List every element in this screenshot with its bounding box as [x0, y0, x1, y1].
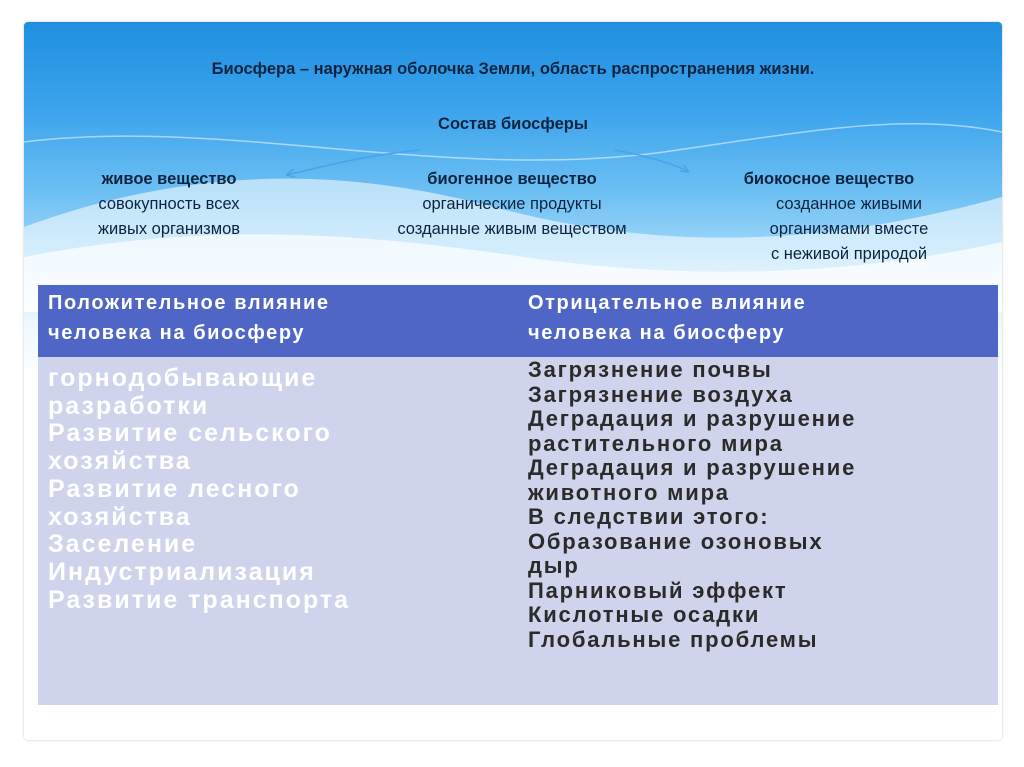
list-item: Парниковый эффект	[528, 577, 788, 603]
positive-list	[48, 365, 350, 614]
column-line: органические продукты	[422, 195, 602, 213]
list-item: животного мира	[528, 479, 730, 505]
list-item: хозяйства	[48, 502, 192, 531]
list-item: Образование озоновых	[528, 528, 824, 554]
list-item: растительного мира	[528, 430, 784, 456]
list-item: Развитие транспорта	[48, 585, 351, 614]
negative-list	[528, 358, 856, 652]
slide-subtitle: Состав биосферы	[438, 115, 588, 133]
column-line: организмами вместе	[769, 220, 929, 238]
column-head: живое вещество	[101, 170, 237, 188]
table-body	[38, 357, 998, 705]
list-item: Загрязнение воздуха	[528, 381, 794, 407]
list-item: разработки	[48, 391, 210, 420]
list-item: Глобальные проблемы	[528, 626, 819, 652]
slide-title: Биосфера – наружная оболочка Земли, область распространения жизни.	[211, 60, 815, 78]
column-head: биокосное вещество	[743, 170, 915, 188]
list-item: Загрязнение почвы	[528, 357, 773, 382]
list-item: Индустриализация	[48, 557, 316, 586]
column-line: с неживой природой	[770, 245, 928, 263]
header-positive: Положительное влияние человека на биосферу	[48, 292, 330, 344]
list-item: Развитие сельского	[48, 419, 332, 448]
list-item: В следствии этого:	[528, 504, 770, 529]
slide	[24, 22, 1002, 740]
list-item: Заселение	[48, 530, 198, 559]
list-item: хозяйства	[48, 447, 192, 476]
list-item: горнодобывающие	[48, 364, 318, 392]
list-item: Развитие лесного	[48, 474, 301, 503]
header-negative: Отрицательное влияние человека на биосферу	[528, 292, 807, 344]
column-line: созданные живым веществом	[397, 220, 627, 238]
list-item: Кислотные осадки	[528, 602, 761, 627]
list-item: Деградация и разрушение	[528, 455, 857, 480]
column-bioinert-matter	[694, 167, 964, 267]
column-living-matter	[54, 167, 284, 242]
column-line: живых организмов	[97, 220, 241, 238]
list-item: Деградация и разрушение	[528, 406, 857, 431]
column-biogenic-matter	[342, 167, 682, 242]
column-line: совокупность всех	[98, 195, 240, 213]
table-header	[38, 285, 998, 357]
influence-table	[38, 285, 998, 705]
list-item: дыр	[528, 553, 580, 578]
column-line: созданное живыми	[775, 195, 923, 213]
column-head: биогенное вещество	[427, 170, 597, 188]
